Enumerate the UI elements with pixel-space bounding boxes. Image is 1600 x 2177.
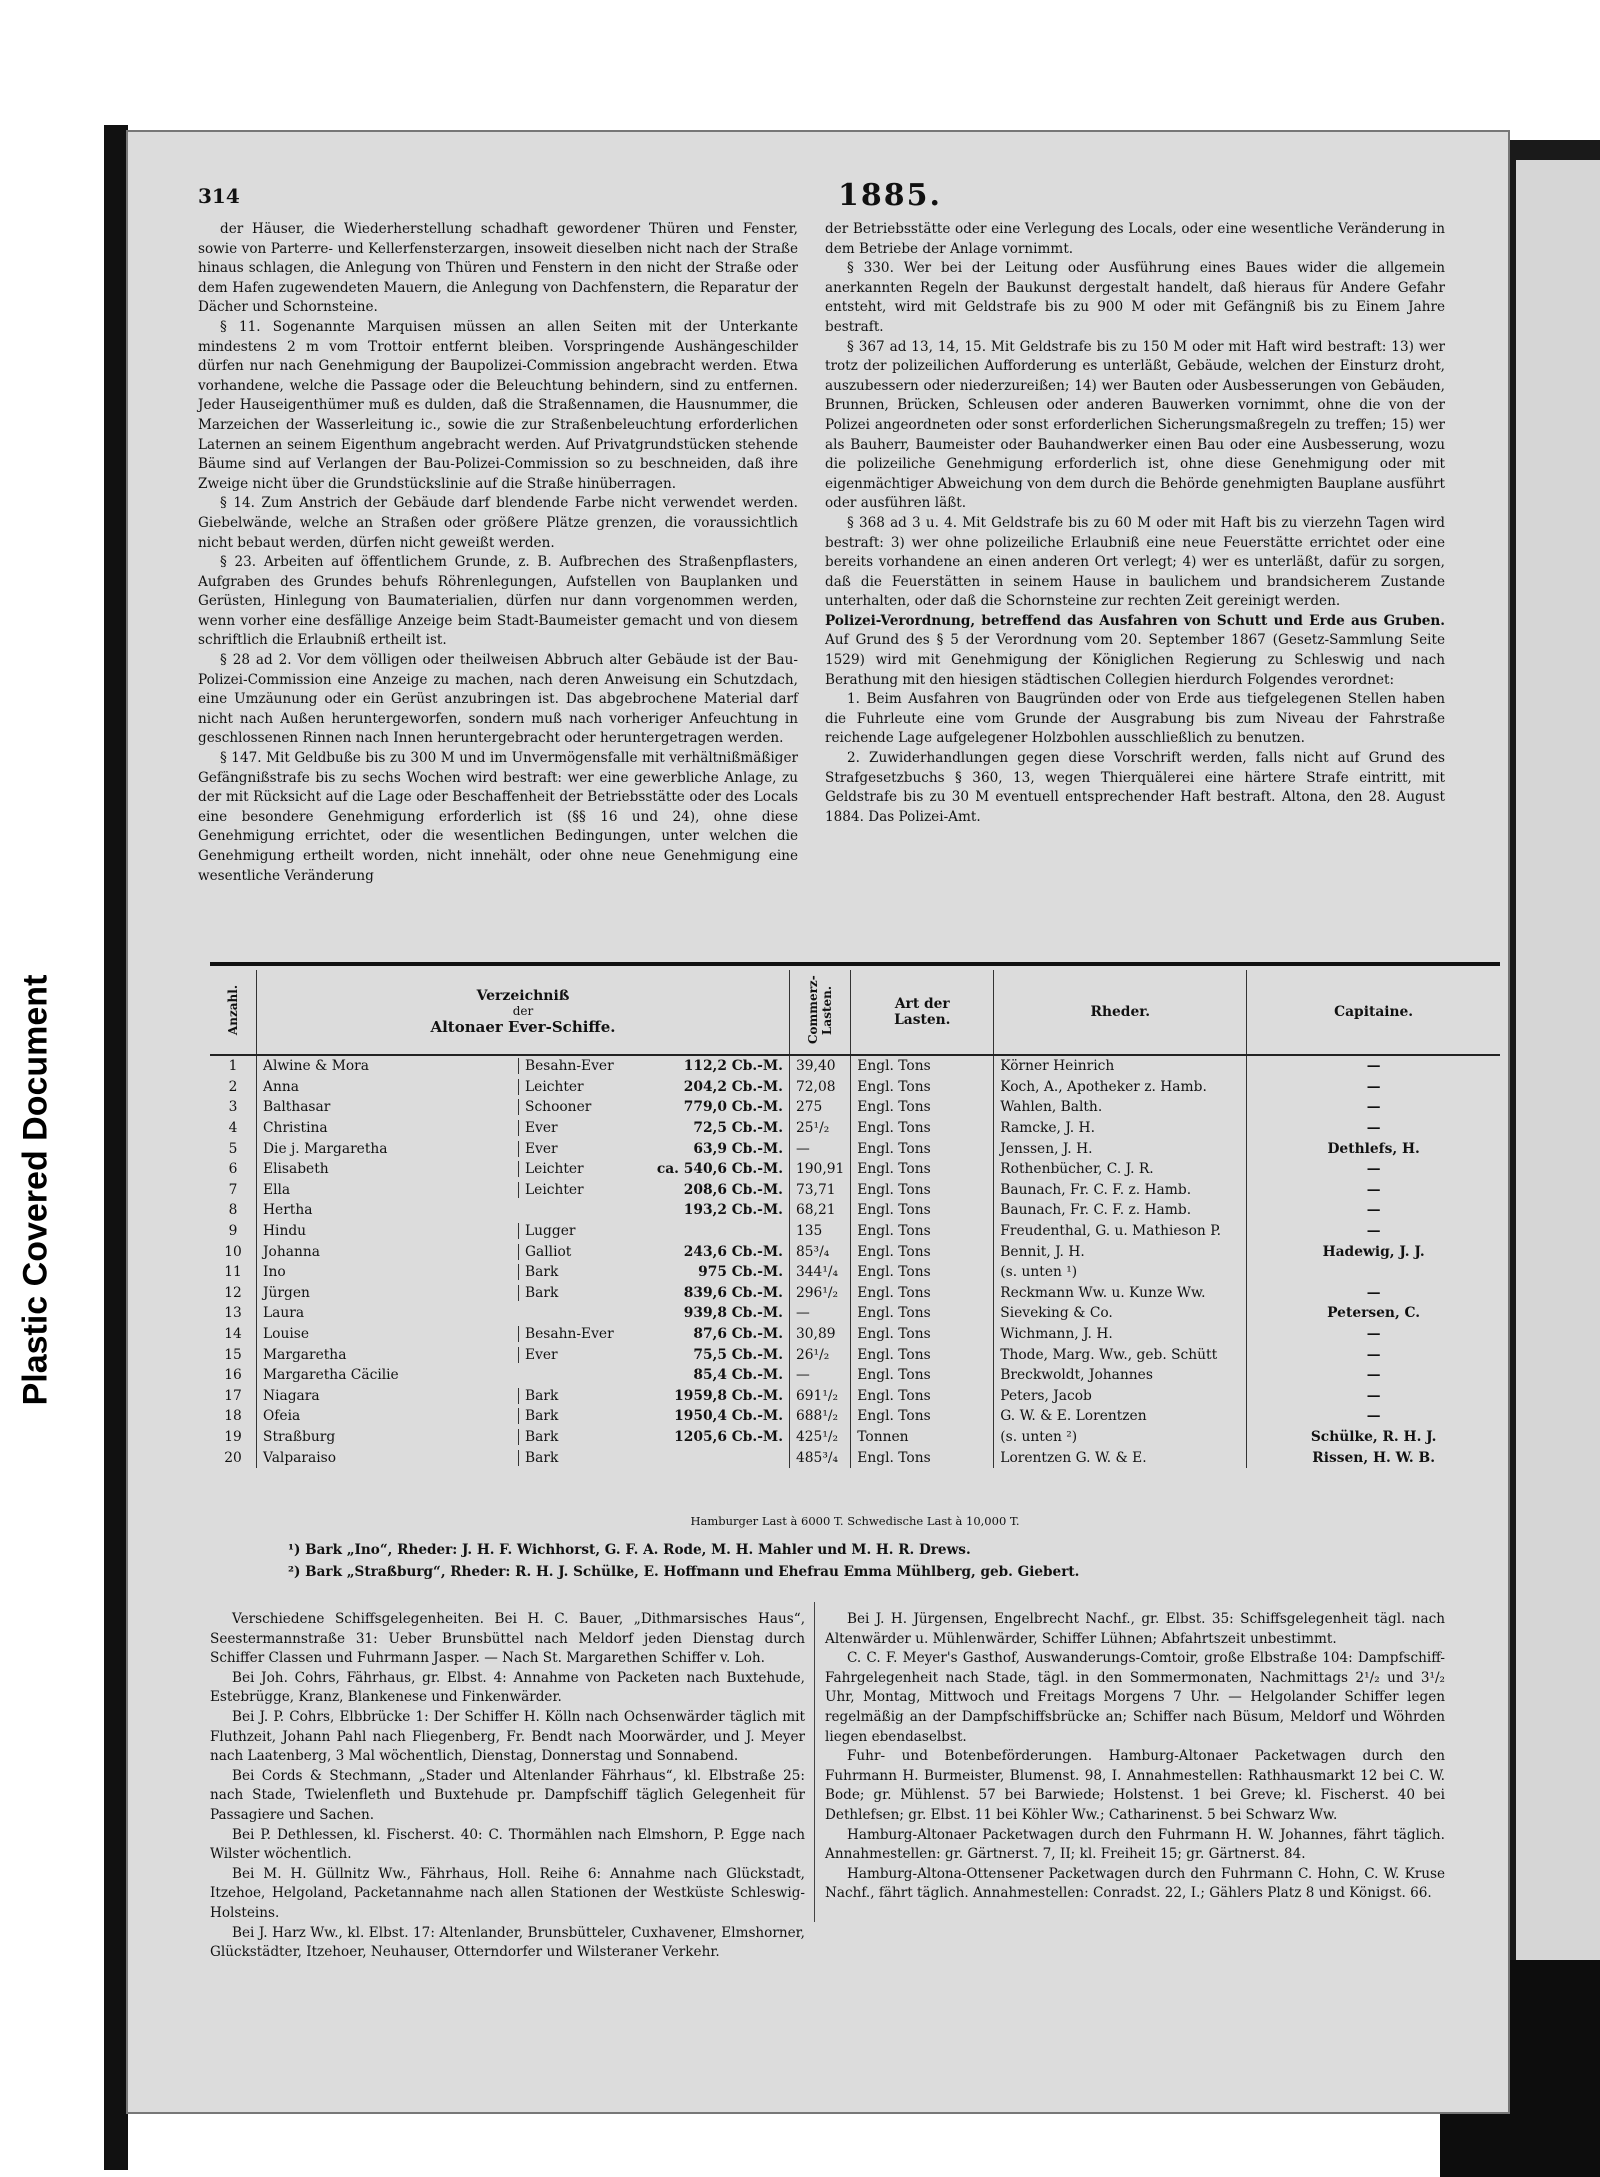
commerz-lasten: 73,71 [790,1180,851,1201]
lasten-type: Engl. Tons [851,1344,994,1365]
ship-name: Margaretha Cäcilie [263,1367,399,1384]
lower-left-text: Bei J. Harz Ww., kl. Elbst. 17: Altenlander, Brunsbütteler, Cuxhavener, Elmshorner, Glückstädter, Itzehoer, Neuhauser, Otterndorfer und Wilsteraner Verkehr. [210,1924,805,1961]
col-header-commerz-lasten: Commerz-Lasten. [790,970,851,1055]
ship-volume: 193,2 Cb.-M. [683,1202,783,1219]
commerz-lasten: 85³/₄ [790,1241,851,1262]
rheder-name: Baunach, Fr. C. F. z. Hamb. [994,1200,1247,1221]
capitaine-name: — [1247,1386,1500,1407]
next-page-strip [1508,140,1600,2170]
commerz-lasten: — [790,1303,851,1324]
ship-name: Ella [263,1181,291,1198]
ship-name: Die j. Margaretha [263,1140,388,1157]
ship-name-cell [257,1118,790,1139]
ship-type: Lugger [518,1223,635,1239]
ship-type: Ever [518,1347,635,1363]
ship-type: Besahn-Ever [518,1326,635,1342]
ship-volume: ca. 540,6 Cb.-M. [656,1161,783,1178]
right-column-paragraph [825,690,1445,749]
left-column-paragraph [198,318,798,494]
ship-name: Margaretha [263,1346,347,1363]
table-row [210,1097,1500,1118]
capitaine-name: Schülke, R. H. J. [1247,1427,1500,1448]
ship-name-cell [257,1097,790,1118]
rheder-name: Lorentzen G. W. & E. [994,1447,1247,1468]
col-header-art: Art der Lasten. [851,970,994,1055]
ship-type: Galliot [518,1244,635,1260]
lasten-type: Engl. Tons [851,1200,994,1221]
table-row [210,1324,1500,1345]
lower-right-text: C. C. F. Meyer's Gasthof, Auswanderungs-Comtoir, große Elbstraße 104: Dampfschiff-Fahrgelegenheit nach Stade, tägl. in den Sommermonaten, Nachmittags 2¹/₂ und 3¹/₂ Uhr, Montag, Mittwoch und Freitags Morgens 7 Uhr. — Helgolander Schiffer legen regelmäßig an der Dampfschiffsbrücke an; Schiffer nach Büsum, Meldorf und Wöhrden liegen ebendaselbst. [825,1650,1445,1745]
ship-type: Schooner [518,1099,635,1115]
lower-right-heading: Fuhr- und Botenbeförderungen. [847,1748,1093,1765]
left-column-text: § 147. Mit Geldbuße bis zu 300 M und im Unvermögensfalle mit verhältnißmäßiger Gefängnißstrafe bis zu sechs Wochen wird bestraft: wer eine gewerbliche Anlage, zu der mit Rücksicht auf die Lage oder Beschaffenheit der Betriebsstätte oder des Locals eine besondere Genehmigung erforderlich ist (§§ 16 und 24), ohne diese Genehmigung errichtet, oder die wesentlichen Bedingungen, unter welchen die Genehmigung ertheilt worden, nicht innehält, oder ohne neue Genehmigung eine wesentliche Veränderung [198,750,798,884]
row-number: 18 [224,1408,242,1425]
lower-left-paragraph [210,1826,805,1865]
rheder-name: G. W. & E. Lorentzen [994,1406,1247,1427]
commerz-lasten: 688¹/₂ [790,1406,851,1427]
commerz-lasten: 296¹/₂ [790,1283,851,1304]
commerz-lasten: 344¹/₄ [790,1262,851,1283]
ship-type: Bark [518,1388,635,1404]
left-column-text: § 14. Zum Anstrich der Gebäude darf blendende Farbe nicht verwendet werden. Giebelwände, welche an Straßen oder größere Plätze grenzen, die voraussichtlich nicht bebaut werden, dürfen nicht geweißt werden. [198,495,798,551]
table-top-rule [210,962,1500,966]
row-number: 6 [228,1161,238,1178]
lower-left-text: Bei M. H. Güllnitz Ww., Fährhaus, Holl. Reihe 6: Annahme nach Glückstadt, Itzehoe, Helgoland, Packetannahme nach allen Stationen der Westküste Schleswig-Holsteins. [210,1865,805,1921]
col-header-rheder: Rheder. [994,970,1247,1055]
rheder-name: Wichmann, J. H. [994,1324,1247,1345]
ship-name-cell [257,1180,790,1201]
ship-name-cell [257,1283,790,1304]
rheder-name: Wahlen, Balth. [994,1097,1247,1118]
left-column-text: § 23. Arbeiten auf öffentlichem Grunde, z. B. Aufbrechen des Straßenpflasters, Aufgraben des Grundes behufs Röhrenlegungen, Aufstellen von Bauplanken und Gerüsten, Hinlegung von Baumaterialien, dürfen nur dann vorgenommen werden, wenn vorher eine desfällige Anzeige beim Stadt-Baumeister gemacht und von diesem schriftlich die Erlaubniß ertheilt ist. [198,554,798,649]
rheder-name: Breckwoldt, Johannes [994,1365,1247,1386]
rheder-name: Ramcke, J. H. [994,1118,1247,1139]
capitaine-name: — [1247,1221,1500,1242]
table-row [210,1180,1500,1201]
rheder-name: Jenssen, J. H. [994,1138,1247,1159]
ship-volume: 939,8 Cb.-M. [683,1305,783,1322]
lower-left-paragraph [210,1865,805,1924]
lasten-type: Engl. Tons [851,1077,994,1098]
commerz-lasten: 25¹/₂ [790,1118,851,1139]
table-row [210,1262,1500,1283]
lasten-type: Engl. Tons [851,1159,994,1180]
table-row [210,1283,1500,1304]
lasten-type: Engl. Tons [851,1097,994,1118]
plastic-covered-label [6,880,66,1500]
capitaine-name: — [1247,1283,1500,1304]
table-row [210,1055,1500,1077]
row-number: 9 [228,1223,238,1240]
lower-left-text: Bei Joh. Cohrs, Fährhaus, gr. Elbst. 4: Annahme von Packeten nach Buxtehude, Estebrügge, Kranz, Blankenese und Finkenwärder. [210,1669,805,1706]
lower-right-text: Hamburg-Altona-Ottensener Packetwagen durch den Fuhrmann C. Hohn, C. W. Kruse Nachf., fährt täglich. Annahmestellen: Conradst. 22, I.; Gählers Platz 8 und Königst. 66. [825,1865,1445,1902]
table-row [210,1118,1500,1139]
lower-right-column [825,1610,1445,1904]
lasten-type: Engl. Tons [851,1241,994,1262]
ship-name-cell [257,1324,790,1345]
rheder-name: Reckmann Ww. u. Kunze Ww. [994,1283,1247,1304]
rheder-name: Baunach, Fr. C. F. z. Hamb. [994,1180,1247,1201]
table-row [210,1241,1500,1262]
lower-right-paragraph [825,1747,1445,1825]
right-column-text: § 367 ad 13, 14, 15. Mit Geldstrafe bis zu 150 M oder mit Haft wird bestraft: 13) wer trotz der polizeilichen Aufforderung es unterläßt, Gebäude, welchen der Einsturz droht, auszubessern oder niederzureißen; 14) wer Bauten oder Ausbesserungen von Gebäuden, Brunnen, Brücken, Schleusen oder anderen Bauwerken vornimmt, ohne die von der Polizei angeordneten oder sonst erforderlichen Sicherungsmaßregeln zu treffen; 15) wer als Bauherr, Baumeister oder Bauhandwerker einen Bau oder eine Ausbesserung, wozu die polizeiliche Genehmigung erforderlich ist, ohne diese Genehmigung oder mit eigenmächtiger Abweichung von dem durch die Behörde genehmigten Bauplane ausführt oder ausführen läßt. [825,338,1445,512]
lower-left-paragraph [210,1610,805,1669]
table-row [210,1427,1500,1448]
col-header-title: Verzeichniß der Altonaer Ever-Schiffe. [257,970,790,1055]
ship-volume: 779,0 Cb.-M. [683,1099,783,1116]
ship-name-cell [257,1386,790,1407]
left-column-paragraph [198,749,798,886]
ship-volume: 208,6 Cb.-M. [683,1181,783,1198]
lower-left-column [210,1610,805,1963]
row-number: 1 [228,1058,238,1075]
lower-left-text: Bei Cords & Stechmann, „Stader und Altenlander Fährhaus“, kl. Elbstraße 25: nach Stade, Twielenfleth und Buxtehude pr. Dampfschiff täglich Gelegenheit für Passagiere und Sachen. [210,1767,805,1823]
ship-volume: 1959,8 Cb.-M. [674,1387,783,1404]
ship-volume: 975 Cb.-M. [698,1264,783,1281]
row-number: 17 [224,1387,242,1404]
capitaine-name: — [1247,1324,1500,1345]
row-number: 13 [224,1305,242,1322]
commerz-lasten: 26¹/₂ [790,1344,851,1365]
ship-name-cell [257,1138,790,1159]
right-column-text: § 330. Wer bei der Leitung oder Ausführung eines Baues wider die allgemein anerkannten Regeln der Baukunst dergestalt handelt, daß hieraus für Andere Gefahr entsteht, wird mit Geldstrafe bis zu 900 M oder mit Gefängniß bis zu Einem Jahre bestraft. [825,260,1445,335]
commerz-lasten: 425¹/₂ [790,1427,851,1448]
col-header-number: Anzahl. [210,970,257,1055]
table-note: Hamburger Last à 6000 T. Schwedische Last à 10,000 T. [690,1514,1020,1528]
lasten-type: Engl. Tons [851,1447,994,1468]
ship-type: Bark [518,1264,635,1280]
ship-name: Jürgen [263,1284,310,1301]
row-number: 15 [224,1346,242,1363]
capitaine-name [1247,1262,1500,1283]
capitaine-name: — [1247,1344,1500,1365]
rheder-name: (s. unten ¹) [994,1262,1247,1283]
row-number: 2 [228,1078,238,1095]
rheder-name: Thode, Marg. Ww., geb. Schütt [994,1344,1247,1365]
table-row [210,1406,1500,1427]
right-column-text: Auf Grund des § 5 der Verordnung vom 20. September 1867 (Gesetz-Sammlung Seite 1529) wird mit Genehmigung der Königlichen Regierung zu Schleswig und nach Berathung mit den hiesigen städtischen Collegien hierdurch Folgendes verordnet: [825,632,1445,688]
lower-left-paragraph [210,1924,805,1963]
right-column-paragraph [825,338,1445,514]
left-column-paragraph [198,651,798,749]
row-number: 5 [228,1140,238,1157]
table-row [210,1138,1500,1159]
ship-name-cell [257,1077,790,1098]
commerz-lasten: 68,21 [790,1200,851,1221]
table-row [210,1077,1500,1098]
lower-right-text: Bei J. H. Jürgensen, Engelbrecht Nachf., gr. Elbst. 35: Schiffsgelegenheit tägl. nach Altenwärder u. Mühlenwärder, Schiffer Lühnen; Abfahrtszeit unbestimmt. [825,1611,1445,1647]
right-column-paragraph [825,220,1445,259]
lower-left-heading: Verschiedene Schiffsgelegenheiten. [232,1611,484,1627]
ship-name-cell [257,1159,790,1180]
ship-volume: 72,5 Cb.-M. [693,1120,783,1137]
footnote-2: ²) Bark „Straßburg“, Rheder: R. H. J. Schülke, E. Hoffmann und Ehefrau Emma Mühlberg, geb. Giebert. [288,1564,1080,1580]
commerz-lasten: 72,08 [790,1077,851,1098]
ship-type: Leichter [518,1161,635,1177]
ship-volume: 204,2 Cb.-M. [683,1078,783,1095]
left-column-paragraph [198,553,798,651]
right-column-text: der Betriebsstätte oder eine Verlegung des Locals, oder eine wesentliche Veränderung in dem Betriebe der Anlage vornimmt. [825,221,1445,257]
ship-name: Anna [263,1078,299,1095]
side-label-text: Plastic Covered Document [16,974,55,1406]
lower-left-paragraph [210,1767,805,1826]
ship-type: Besahn-Ever [518,1058,635,1074]
commerz-lasten: 275 [790,1097,851,1118]
ship-name-cell [257,1262,790,1283]
lower-left-text: Bei J. P. Cohrs, Elbbrücke 1: Der Schiffer H. Kölln nach Ochsenwärder täglich mit Fluthzeit, Johann Pahl nach Fliegenberg, Fr. Bendt nach Moorwärder, und J. Meyer nach Laatenberg, 3 Mal wöchentlich, Dienstag, Donnerstag und Sonnabend. [210,1708,805,1765]
rheder-name: Rothenbücher, C. J. R. [994,1159,1247,1180]
ship-name-cell [257,1365,790,1386]
commerz-lasten: 39,40 [790,1055,851,1077]
ship-type: Ever [518,1120,635,1136]
left-text-column [198,220,798,886]
ship-volume: 87,6 Cb.-M. [693,1326,783,1343]
capitaine-name: — [1247,1200,1500,1221]
ship-name-cell [257,1221,790,1242]
ship-name: Niagara [263,1387,320,1404]
right-column-text: 1. Beim Ausfahren von Baugründen oder von Erde aus tiefgelegenen Stellen haben die Fuhrleute eine vom Grunde der Ausgrabung bis zum Niveau der Fahrstraße reichende Lage aufgelegener Holzbohlen ausschließlich zu benutzen. [825,691,1445,747]
left-column-text: der Häuser, die Wiederherstellung schadhaft gewordener Thüren und Fenster, sowie von Parterre- und Kellerfensterzargen, insoweit dieselben nicht nach der Straße hinaus schlagen, die Anlegung von Thüren und Fenstern in den nicht der Straße oder dem Hafen zugewendeten Mauern, die Anlegung von Dachfenstern, die Reparatur der Dächer und Schornsteine. [198,221,798,316]
left-column-text: § 28 ad 2. Vor dem völligen oder theilweisen Abbruch alter Gebäude ist der Bau-Polizei-Commission eine Anzeige zu machen, nach deren Anweisung ein Schutzdach, eine Umzäunung oder ein Gerüst anzubringen ist. Das abgebrochene Material darf nicht nach Außen heruntergeworfen, sondern muß nach vorheriger Anfeuchtung in geschlossenen Rinnen nach Innen heruntergebracht oder heruntergetragen werden. [198,652,798,747]
ship-register-table [210,962,1500,1468]
lower-right-paragraph [825,1826,1445,1865]
table-row [210,1200,1500,1221]
lower-right-text: Hamburg-Altonaer Packetwagen durch den Fuhrmann H. W. Johannes, fährt täglich. Annahmestellen: gr. Gärtnerst. 7, II; kl. Freiheit 15; gr. Gärtnerst. 84. [825,1826,1445,1863]
ship-name: Christina [263,1120,328,1137]
ship-type: Bark [518,1450,635,1466]
rheder-name: Koch, A., Apotheker z. Hamb. [994,1077,1247,1098]
lasten-type: Engl. Tons [851,1138,994,1159]
row-number: 20 [224,1449,242,1466]
right-column-paragraph [825,259,1445,337]
lasten-type: Engl. Tons [851,1262,994,1283]
page-number: 314 [198,184,240,208]
ship-name-cell [257,1241,790,1262]
rheder-name: (s. unten ²) [994,1427,1247,1448]
lasten-type: Engl. Tons [851,1406,994,1427]
ship-name: Hindu [263,1223,307,1240]
ship-type: Leichter [518,1182,635,1198]
lasten-type: Engl. Tons [851,1324,994,1345]
ship-volume: 1205,6 Cb.-M. [674,1428,783,1445]
left-column-paragraph [198,220,798,318]
left-column-paragraph [198,494,798,553]
ship-name: Ino [263,1264,286,1281]
lasten-type: Engl. Tons [851,1303,994,1324]
ship-name: Alwine & Mora [263,1058,369,1075]
scan-border-left [104,125,128,2170]
row-number: 10 [224,1243,242,1260]
lower-right-paragraph [825,1649,1445,1747]
lasten-type: Engl. Tons [851,1118,994,1139]
right-text-column [825,220,1445,827]
capitaine-name: — [1247,1077,1500,1098]
table-row [210,1365,1500,1386]
ship-name: Elisabeth [263,1161,329,1178]
capitaine-name: — [1247,1097,1500,1118]
table-row [210,1221,1500,1242]
document-page [126,130,1510,2114]
table-header-row [210,970,1500,1055]
lasten-type: Engl. Tons [851,1365,994,1386]
table-row [210,1344,1500,1365]
ship-name: Hertha [263,1202,313,1219]
capitaine-name: — [1247,1365,1500,1386]
ship-volume: 1950,4 Cb.-M. [674,1408,783,1425]
ship-name-cell [257,1447,790,1468]
ship-name-cell [257,1303,790,1324]
lower-left-text: Bei H. C. Bauer, „Dithmarsisches Haus“, Seestermannstraße 31: Ueber Brunsbüttel nach Meldorf jeden Dienstag durch Schiffer Classen und Fuhrmann Jasper. — Nach St. Margarethen Schiffer v. Loh. [210,1611,806,1667]
page-year: 1885. [838,178,942,213]
ship-name: Johanna [263,1243,320,1260]
commerz-lasten: 691¹/₂ [790,1386,851,1407]
ship-name-cell [257,1344,790,1365]
footnote-1: ¹) Bark „Ino“, Rheder: J. H. F. Wichhorst, G. F. A. Rode, M. H. Mahler und M. H. R. Drews. [288,1542,971,1558]
ship-type: Bark [518,1429,635,1445]
next-page-paper [1516,160,1600,2000]
ship-name: Laura [263,1305,305,1322]
right-column-heading: Polizei-Verordnung, betreffend das Ausfahren von Schutt und Erde aus Gruben. [825,612,1445,629]
ship-name: Valparaiso [263,1449,337,1466]
row-number: 19 [224,1428,242,1445]
table-row [210,1303,1500,1324]
lasten-type: Tonnen [851,1427,994,1448]
ship-name: Louise [263,1326,310,1343]
ship-type: Bark [518,1408,635,1424]
row-number: 16 [224,1367,242,1384]
lower-right-paragraph [825,1865,1445,1904]
table-row [210,1386,1500,1407]
rheder-name: Bennit, J. H. [994,1241,1247,1262]
col-header-capitaine: Capitaine. [1247,970,1500,1055]
commerz-lasten: 485³/₄ [790,1447,851,1468]
capitaine-name: Rissen, H. W. B. [1247,1447,1500,1468]
capitaine-name: Dethlefs, H. [1247,1138,1500,1159]
lasten-type: Engl. Tons [851,1055,994,1077]
table-row [210,1447,1500,1468]
capitaine-name: — [1247,1180,1500,1201]
row-number: 14 [224,1326,242,1343]
right-column-paragraph [825,612,1445,690]
row-number: 11 [224,1264,242,1281]
ship-type: Ever [518,1141,635,1157]
left-column-text: § 11. Sogenannte Marquisen müssen an allen Seiten mit der Unterkante mindestens 2 m vom Trottoir entfernt bleiben. Vorspringende Aushängeschilder dürfen nur nach Genehmigung der Baupolizei-Commission angebracht werden. Etwa vorhandene, welche die Passage oder die Beleuchtung behindern, sind zu entfernen. Jeder Hauseigenthümer muß es dulden, daß die Straßennamen, die Hausnummer, die Marzeichen der Wasserleitung ic., sowie die zur Straßenbeleuchtung erforderlichen Laternen an seinem Eigenthum angebracht werden. Auf Privatgrundstücken stehende Bäume sind auf Verlangen der Bau-Polizei-Commission so zu beschneiden, daß ihre Zweige nicht über die Grundstückslinie auf die Straße hinüberragen. [198,318,798,492]
capitaine-name: — [1247,1055,1500,1077]
lasten-type: Engl. Tons [851,1386,994,1407]
ship-type: Bark [518,1285,635,1301]
row-number: 8 [228,1202,238,1219]
page-header [198,178,1468,214]
ship-type: Leichter [518,1079,635,1095]
right-column-paragraph [825,749,1445,827]
row-number: 3 [228,1099,238,1116]
lower-right-paragraph [825,1610,1445,1649]
ship-name-cell [257,1055,790,1077]
ship-volume: 85,4 Cb.-M. [693,1367,783,1384]
commerz-lasten: — [790,1138,851,1159]
ship-volume: 112,2 Cb.-M. [683,1058,783,1075]
lasten-type: Engl. Tons [851,1221,994,1242]
lower-left-text: Bei P. Dethlessen, kl. Fischerst. 40: C. Thormählen nach Elmshorn, P. Egge nach Wilster wöchentlich. [210,1826,805,1863]
lasten-type: Engl. Tons [851,1180,994,1201]
ship-name: Ofeia [263,1408,301,1425]
ship-volume: 75,5 Cb.-M. [693,1346,783,1363]
right-column-paragraph [825,514,1445,612]
lower-left-paragraph [210,1708,805,1767]
capitaine-name: Hadewig, J. J. [1247,1241,1500,1262]
row-number: 12 [224,1284,242,1301]
ship-volume: 839,6 Cb.-M. [683,1284,783,1301]
ship-volume: 243,6 Cb.-M. [683,1243,783,1260]
column-divider [814,1602,815,1922]
capitaine-name: — [1247,1118,1500,1139]
ship-name: Balthasar [263,1099,331,1116]
rheder-name: Körner Heinrich [994,1055,1247,1077]
rheder-name: Freudenthal, G. u. Mathieson P. [994,1221,1247,1242]
row-number: 7 [228,1181,238,1198]
capitaine-name: — [1247,1406,1500,1427]
ship-name-cell [257,1200,790,1221]
capitaine-name: Petersen, C. [1247,1303,1500,1324]
rheder-name: Sieveking & Co. [994,1303,1247,1324]
table-row [210,1159,1500,1180]
right-column-text: 2. Zuwiderhandlungen gegen diese Vorschrift werden, falls nicht auf Grund des Strafgesetzbuchs § 360, 13, wegen Thierquälerei eine härtere Strafe eintritt, mit Geldstrafe bis zu 30 M eventuell entsprechender Haft bestraft. Altona, den 28. August 1884. Das Polizei-Amt. [825,750,1445,825]
lasten-type: Engl. Tons [851,1283,994,1304]
ship-name-cell [257,1427,790,1448]
commerz-lasten: — [790,1365,851,1386]
commerz-lasten: 190,91 [790,1159,851,1180]
lower-left-paragraph [210,1669,805,1708]
lower-right-text: Hamburg-Altonaer Packetwagen durch den Fuhrmann H. Burmeister, Blumenst. 98, I. Annahmestellen: Rathhausmarkt 12 bei C. W. Bode; gr. Mühlenst. 57 bei Barwiede; Holstenst. 1 bei Greve; kl. Fischerst. 40 bei Dethlefsen; gr. Elbst. 11 bei Köhler Ww.; Catharinenst. 5 bei Schwarz Ww. [825,1748,1445,1823]
right-column-text: § 368 ad 3 u. 4. Mit Geldstrafe bis zu 60 M oder mit Haft bis zu vierzehn Tagen wird bestraft: 3) wer ohne polizeiliche Erlaubniß eine neue Feuerstätte errichtet oder eine bereits vorhandene an einen anderen Ort verlegt; 4) wer es unterläßt, dafür zu sorgen, daß die Feuerstätten in seinem Hause in baulichem und brandsicherem Zustande unterhalten, oder daß die Schornsteine zur rechten Zeit gereinigt werden. [825,514,1445,610]
ship-name-cell [257,1406,790,1427]
commerz-lasten: 30,89 [790,1324,851,1345]
ship-volume: 63,9 Cb.-M. [693,1140,783,1157]
commerz-lasten: 135 [790,1221,851,1242]
rheder-name: Peters, Jacob [994,1386,1247,1407]
row-number: 4 [228,1120,238,1137]
ship-name: Straßburg [263,1428,336,1445]
capitaine-name: — [1247,1159,1500,1180]
